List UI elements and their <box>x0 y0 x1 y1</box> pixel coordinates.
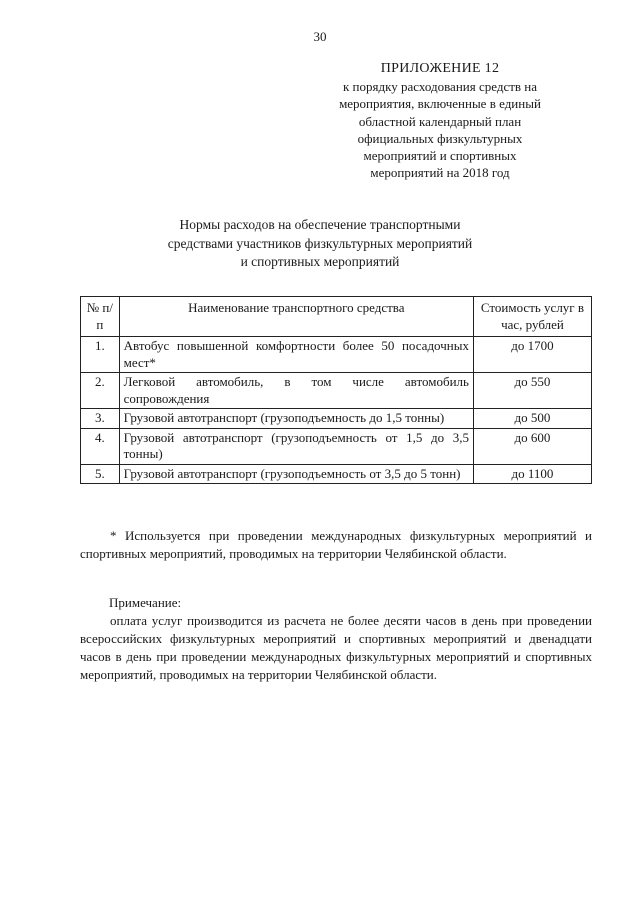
row-name: Легковой автомобиль, в том числе автомобиль сопровождения <box>119 373 473 409</box>
appendix-line: мероприятия, включенные в единый <box>339 96 541 112</box>
appendix-header <box>300 60 580 181</box>
appendix-line: мероприятий на 2018 год <box>370 165 510 181</box>
row-num: 2. <box>81 373 120 409</box>
row-cost: до 1700 <box>473 337 591 373</box>
note-text: оплата услуг производится из расчета не более десяти часов в день при проведении всероссийских физкультурных мероприятий и спортивных мероприятий и двенадцати часов в день при проведении международных физкультурных мероприятий и спортивных мероприятий, проводимых на территории Челябинской области. <box>80 613 592 682</box>
row-cost: до 1100 <box>473 464 591 484</box>
document-title <box>110 216 530 272</box>
appendix-line: к порядку расходования средств на <box>342 79 538 95</box>
table-row <box>81 409 592 429</box>
row-cost: до 500 <box>473 409 591 429</box>
table-row <box>81 337 592 373</box>
table-row <box>81 428 592 464</box>
row-num: 1. <box>81 337 120 373</box>
header-name: Наименование транспортного средства <box>119 297 473 337</box>
row-name: Грузовой автотранспорт (грузоподъемность от 1,5 до 3,5 тонны) <box>119 428 473 464</box>
row-cost: до 550 <box>473 373 591 409</box>
appendix-line: мероприятий и спортивных <box>363 148 517 164</box>
header-num: № п/п <box>81 297 120 337</box>
footnote: * Используется при проведении международных физкультурных мероприятий и спортивных мероприятий, проводимых на территории Челябинской области. <box>80 528 592 561</box>
appendix-line: областной календарный план <box>358 113 522 129</box>
row-name: Грузовой автотранспорт (грузоподъемность от 3,5 до 5 тонн) <box>119 464 473 484</box>
row-name: Грузовой автотранспорт (грузоподъемность до 1,5 тонны) <box>119 409 473 429</box>
appendix-heading: ПРИЛОЖЕНИЕ 12 <box>380 61 500 76</box>
table-row <box>81 373 592 409</box>
title-line: Нормы расходов на обеспечение транспортными <box>179 217 461 232</box>
table-header-row <box>81 297 592 337</box>
appendix-line: официальных физкультурных <box>357 130 523 146</box>
transport-norms-table <box>80 296 592 484</box>
table-row <box>81 464 592 484</box>
header-cost: Стоимость услуг в час, рублей <box>473 297 591 337</box>
page-number: 30 <box>313 29 327 44</box>
note-label: Примечание: <box>109 595 182 610</box>
row-cost: до 600 <box>473 428 591 464</box>
row-name: Автобус повышенной комфортности более 50 посадочных мест* <box>119 337 473 373</box>
title-line: средствами участников физкультурных мероприятий <box>167 235 473 251</box>
row-num: 5. <box>81 464 120 484</box>
title-line: и спортивных мероприятий <box>240 254 400 269</box>
row-num: 3. <box>81 409 120 429</box>
row-num: 4. <box>81 428 120 464</box>
